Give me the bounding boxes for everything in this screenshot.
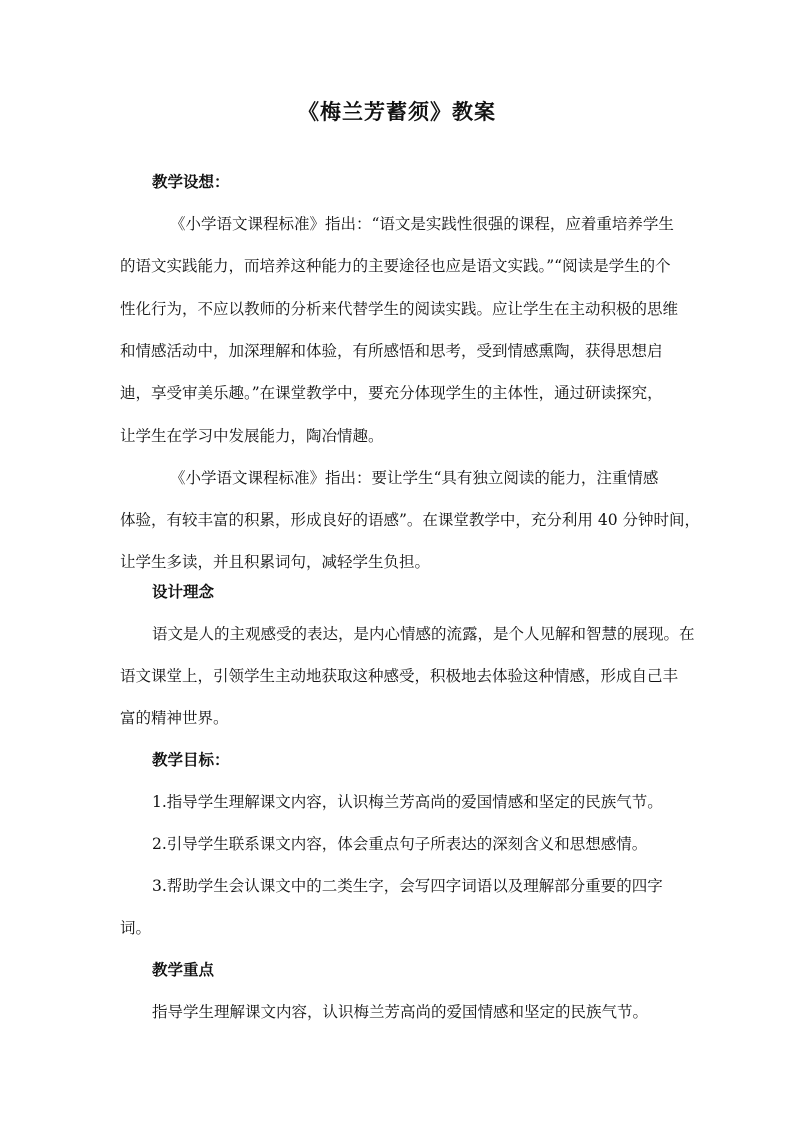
paragraph-1-line-2: 的语文实践能力，而培养这种能力的主要途径也应是语文实践。”“阅读是学生的个 [120, 257, 671, 275]
heading-teaching-goals: 教学目标： [152, 750, 230, 769]
goal-item-3-continued: 词。 [120, 919, 152, 937]
paragraph-3-line-1: 语文是人的主观感受的表达，是内心情感的流露，是个人见解和智慧的展现。在 [152, 625, 695, 643]
paragraph-2-line-1: 《小学语文课程标准》指出：要让学生“具有独立阅读的能力，注重情感 [170, 469, 659, 487]
paragraph-1-line-1: 《小学语文课程标准》指出：“语文是实践性很强的课程，应着重培养学生 [170, 215, 674, 233]
goal-item-3: 3.帮助学生会认课文中的二类生字，会写四字词语以及理解部分重要的四字 [152, 877, 663, 895]
paragraph-2-line-2: 体验，有较丰富的积累，形成良好的语感”。在课堂教学中，充分利用 40 分钟时间， [120, 511, 701, 529]
paragraph-1-line-5: 迪，享受审美乐趣。”在课堂教学中，要充分体现学生的主体性，通过研读探究， [120, 384, 663, 402]
page-title: 《梅兰芳蓄须》教案 [298, 99, 496, 124]
heading-teaching-idea: 教学设想： [152, 172, 230, 191]
paragraph-3-line-3: 富的精神世界。 [120, 709, 229, 727]
goal-item-2: 2.引导学生联系课文内容，体会重点句子所表达的深刻含义和思想感情。 [152, 835, 648, 853]
key-point-text: 指导学生理解课文内容，认识梅兰芳高尚的爱国情感和坚定的民族气节。 [152, 1003, 649, 1021]
paragraph-1-line-4: 和情感活动中，加深理解和体验，有所感悟和思考，受到情感熏陶，获得思想启 [120, 342, 663, 360]
paragraph-2-line-3: 让学生多读，并且积累词句，减轻学生负担。 [120, 553, 431, 571]
paragraph-1-line-6: 让学生在学习中发展能力，陶冶情趣。 [120, 427, 384, 445]
heading-key-point: 教学重点 [152, 960, 215, 979]
heading-design-concept: 设计理念 [152, 582, 215, 601]
paragraph-3-line-2: 语文课堂上，引领学生主动地获取这种感受，积极地去体验这种情感，形成自己丰 [120, 667, 679, 685]
goal-item-1: 1.指导学生理解课文内容，认识梅兰芳高尚的爱国情感和坚定的民族气节。 [152, 793, 663, 811]
paragraph-1-line-3: 性化行为，不应以教师的分析来代替学生的阅读实践。应让学生在主动积极的思维 [120, 300, 679, 318]
